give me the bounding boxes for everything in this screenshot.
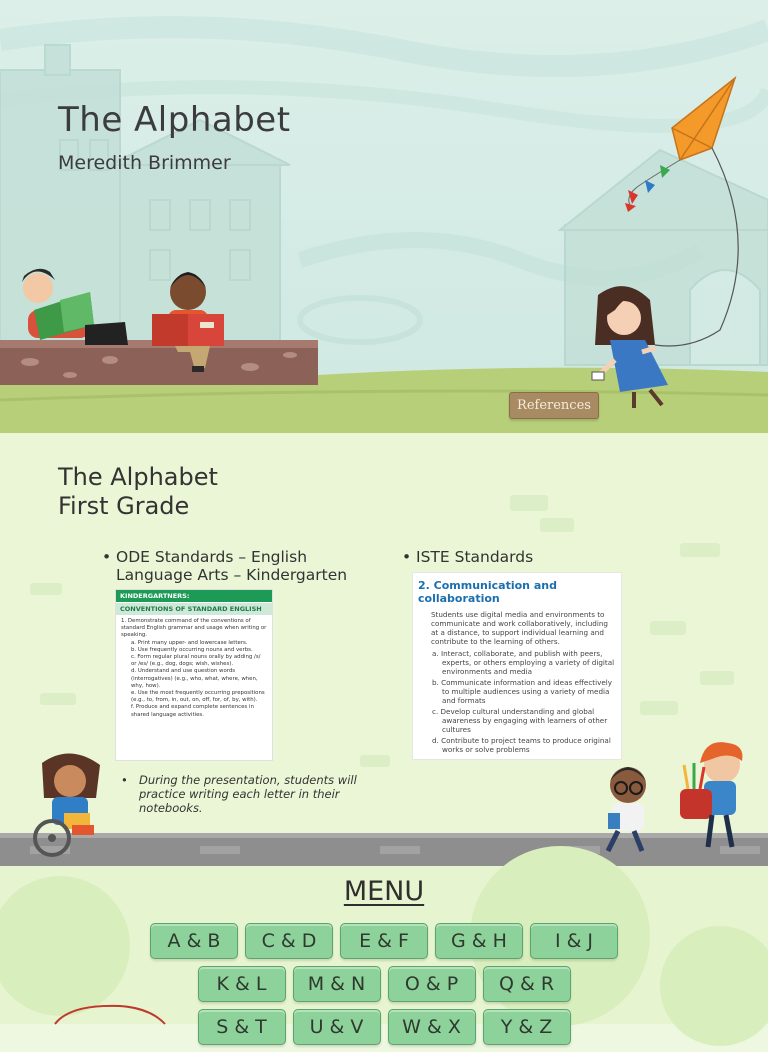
slide-title-line1: The Alphabet	[58, 463, 218, 491]
ode-item-b: b. Use frequently occurring nouns and verbs.	[131, 646, 253, 653]
slide-title	[58, 463, 218, 521]
bullet-iste-text: ISTE Standards	[416, 548, 534, 566]
menu-button-c-d[interactable]: C & D	[245, 923, 333, 959]
iste-standards-image	[412, 572, 622, 760]
menu-slide	[0, 866, 768, 1038]
ode-standards-image	[115, 589, 273, 761]
author-name: Meredith Brimmer	[58, 152, 231, 174]
menu-button-q-r[interactable]: Q & R	[483, 966, 571, 1002]
ode-subheader: CONVENTIONS OF STANDARD ENGLISH	[116, 603, 272, 615]
menu-button-y-z[interactable]: Y & Z	[483, 1009, 571, 1045]
iste-item-a: a. Interact, collaborate, and publish with peers, experts, or others employing a variety of digital environments and media	[432, 649, 615, 676]
iste-item-c: c. Develop cultural understanding and global awareness by engaging with learners of other cultures	[432, 707, 608, 734]
menu-button-w-x[interactable]: W & X	[388, 1009, 476, 1045]
ode-item-1: 1. Demonstrate command of the conventions of standard English grammar and usage when writing or speaking.	[121, 618, 267, 639]
bullet-iste-standards: • ISTE Standards	[402, 548, 534, 566]
ode-item-d: d. Understand and use question words (interrogatives) (e.g., who, what, where, when, why, how).	[131, 668, 258, 689]
ode-item-f: f. Produce and expand complete sentences in shared language activities.	[131, 704, 254, 718]
references-button[interactable]: References	[509, 392, 599, 419]
menu-button-e-f[interactable]: E & F	[340, 923, 428, 959]
menu-grid	[0, 923, 768, 1052]
ode-item-c: c. Form regular plural nouns orally by adding /s/ or /es/ (e.g., dog, dogs; wish, wishes).	[131, 654, 261, 668]
menu-button-o-p[interactable]: O & P	[388, 966, 476, 1002]
bullet-ode-standards: • ODE Standards – English Language Arts – Kindergarten	[102, 548, 348, 584]
menu-row-1	[0, 923, 768, 959]
ode-item-e: e. Use the most frequently occurring prepositions (e.g., to, from, in, out, on, off, for, of, by, with).	[131, 690, 265, 704]
bullet-practice-note: • During the presentation, students will practice writing each letter in their notebooks.	[121, 773, 357, 815]
title-illustration	[0, 0, 768, 433]
menu-button-a-b[interactable]: A & B	[150, 923, 238, 959]
iste-intro: Students use digital media and environments to communicate and work collaboratively, including at a distance, to support individual learning and contribute to the learning of others.	[431, 610, 608, 646]
title-slide	[0, 0, 768, 433]
presentation-title: The Alphabet	[58, 100, 291, 140]
ode-item-a: a. Print many upper- and lowercase letters.	[131, 639, 248, 646]
ode-header: KINDERGARTNERS:	[116, 590, 272, 602]
menu-button-k-l[interactable]: K & L	[198, 966, 286, 1002]
slide-title-line2: First Grade	[58, 492, 190, 520]
menu-row-2	[0, 966, 768, 1002]
standards-slide	[0, 433, 768, 866]
iste-heading: 2. Communication and collaboration	[418, 579, 557, 605]
bullet-ode-text: ODE Standards – English Language Arts – Kindergarten	[116, 548, 348, 584]
menu-title: MENU	[343, 876, 425, 907]
menu-button-s-t[interactable]: S & T	[198, 1009, 286, 1045]
bullet-practice-text: During the presentation, students will practice writing each letter in their notebooks.	[139, 773, 357, 815]
menu-button-i-j[interactable]: I & J	[530, 923, 618, 959]
menu-button-g-h[interactable]: G & H	[435, 923, 523, 959]
menu-button-m-n[interactable]: M & N	[293, 966, 381, 1002]
menu-button-u-v[interactable]: U & V	[293, 1009, 381, 1045]
iste-item-d: d. Contribute to project teams to produce original works or solve problems	[432, 736, 611, 754]
menu-row-3	[0, 1009, 768, 1045]
iste-item-b: b. Communicate information and ideas effectively to multiple audiences using a variety of media and formats	[432, 678, 613, 705]
